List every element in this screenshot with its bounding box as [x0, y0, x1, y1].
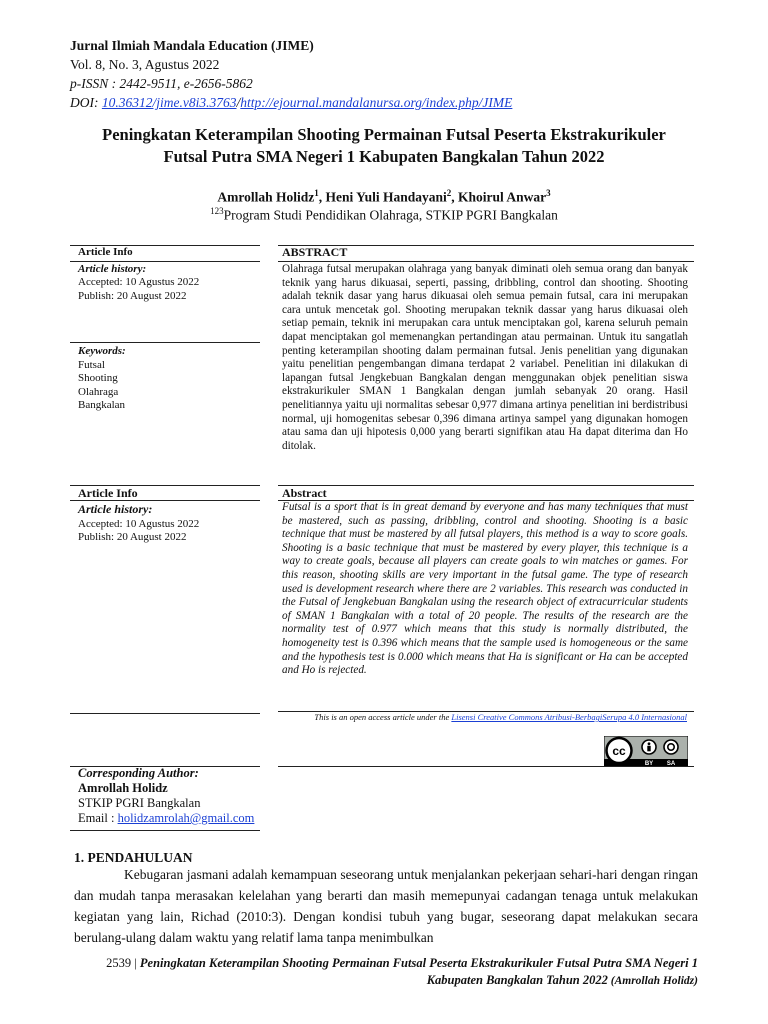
- doi-separator: /: [236, 95, 241, 110]
- author-separator: ,: [318, 189, 326, 205]
- article-info-heading: Article Info: [78, 246, 133, 258]
- corresponding-heading: Corresponding Author:: [78, 766, 199, 780]
- abstract-id-heading: ABSTRACT: [282, 245, 348, 259]
- author-1: Amrollah Holidz: [217, 189, 315, 205]
- journal-header: [70, 36, 512, 112]
- journal-doi-line: [70, 93, 512, 112]
- abstract-en-heading: Abstract: [282, 486, 327, 500]
- rule-abstract-end-left: [70, 713, 260, 714]
- rule-history-left: [70, 342, 260, 343]
- footer-title: Peningkatan Keterampilan Shooting Permainan Futsal Peserta Ekstrakurikuler Futsal Putra SMA Negeri 1 Kabupaten Bangkalan Tahun 2022: [139, 956, 698, 987]
- rule-heading-right: [278, 261, 694, 262]
- by-icon-body: [647, 746, 650, 752]
- keyword-item: Futsal: [78, 359, 105, 371]
- by-icon-head: [648, 742, 651, 745]
- sa-label: SA: [666, 761, 676, 766]
- keyword-item: Olahraga: [78, 386, 119, 398]
- cc-icon-text: cc: [612, 744, 626, 758]
- corresponding-email-line: [78, 811, 254, 826]
- keyword-item: Shooting: [78, 372, 118, 384]
- journal-url-link[interactable]: http://ejournal.mandalanursa.org/index.php/JIME: [240, 95, 513, 110]
- email-link[interactable]: holidzamrolah@gmail.com: [117, 811, 255, 825]
- abstract-id-text: Olahraga futsal merupakan olahraga yang banyak diminati oleh semua orang dan banyak teknik yang harus dikuasai, seperti, passing, dribbling, control dan shooting. Shooting adalah teknik dasar yang harus dikuasai oleh semua pemain futsal, cara ini merupakan cara untuk mencetak gol. Shooting merupakan teknik dassar yang harus dikuasai oleh setiap pemain, teknik ini merupakan cara untuk menciptakan gol, karena seluruh pemain dapat menciptakan gol memenangkan pertandingan atau permainan. Untuk itu sangatlah penting keterampilan shooting dalam permainan futsal. Jenis penelitian yang digunakan yaitu penelitian pengembangan dimana terdapat 2 variabel. Penelitian ini dilakukan di lapangan futsal Jengkebuan Bangkalan dengan menggunakan objek penelitian siswa ekstrakurikuler SMAN 1 Bangkalan dengan jumlah sebanyak 20 orang. Hasil penelitiannya yaitu uji normalitas sebesar 0,977 dimana artinya penelitian ini berdistribusi normal, uji homogenitas sebesar 0,396 dimana artinya sampel yang digunakan homogen atau sama dan uji hipotesis 0,000 yang berarti signifikan atau Ha dapat diterima dan Ho ditolak.: [282, 263, 688, 452]
- author-3: Khoirul Anwar: [458, 189, 547, 205]
- section-heading: 1. PENDAHULUAN: [74, 850, 193, 865]
- affiliation-text: Program Studi Pendidikan Olahraga, STKIP PGRI Bangkalan: [223, 207, 558, 223]
- journal-issn: p-ISSN : 2442-9511, e-2656-5862: [70, 76, 253, 91]
- rule-mid-right: [278, 485, 694, 486]
- license-notice: [282, 712, 687, 723]
- article-info-heading-en: Article Info: [78, 486, 138, 500]
- rule-corresponding-end: [70, 830, 260, 831]
- page-footer: [80, 955, 698, 990]
- footer-author: (Amrollah Holidz): [607, 975, 698, 987]
- license-prefix: This is an open access article under the: [314, 712, 452, 722]
- keywords-label: Keywords:: [78, 345, 126, 357]
- corresponding-author: [78, 766, 254, 826]
- journal-name: Jurnal Ilmiah Mandala Education (JIME): [70, 38, 314, 53]
- author-3-sup: 3: [546, 188, 551, 198]
- author-1-sup: 1: [314, 188, 319, 198]
- publish-date-en: Publish: 20 August 2022: [78, 531, 187, 543]
- doi-prefix: DOI:: [70, 95, 102, 110]
- author-separator: ,: [451, 189, 459, 205]
- section-paragraph: Kebugaran jasmani adalah kemampuan seseorang untuk menjalankan pekerjaan sehari-hari dengan ringan dan mudah tanpa merasakan kelelahan yang berarti dan masih memepunyai cadangan tenaga untuk melakukan kegiatan yang lain, Richad (2010:3). Dengan kondisi tubuh yang bugar, seseorang dapat melakukan secara berulang-ulang dalam waktu yang relatif lama tanpa menimbulkan: [74, 867, 698, 945]
- author-2-sup: 2: [446, 188, 452, 198]
- article-title-line-1: Peningkatan Keterampilan Shooting Permainan Futsal Peserta Ekstrakurikuler: [102, 125, 666, 144]
- accepted-date: Accepted: 10 Agustus 2022: [78, 276, 200, 288]
- journal-volume: Vol. 8, No. 3, Agustus 2022: [70, 57, 220, 72]
- rule-bottom-right: [278, 766, 694, 767]
- abstract-en-text: Futsal is a sport that is in great demand by everyone and has many techniques that must be mastered, such as passing, dribbling, control and shooting. Shooting is a basic technique that must be mastered by all futsal players, this method is a way to score goals. Shooting is a basic technique that must be mastered by every player, this technique is a way to create goals, because all players can create goals to win matches or games. For this reason, shooting skills are very important in the futsal game. The type of research used is development research where there are 2 variables. This research was conducted in the Futsal of Jengkebuan Bangkalan using the research object of extracurricular students of SMAN 1 Bangkalan with a total of 20 people. The results of the research are the normality test of 0.977 which means that this study is normally distributed, the homogeneity test is 0.396 which means that the sample used is homogeneous or the same and the hypothesis test is 0.000 which means that Ha is significant or Ha can be accepted and Ho is rejected.: [282, 501, 688, 677]
- accepted-date-en: Accepted: 10 Agustus 2022: [78, 518, 200, 530]
- sa-icon: [664, 740, 678, 754]
- cc-by-sa-badge[interactable]: [604, 736, 688, 766]
- by-label: BY: [644, 761, 654, 766]
- rule-heading-left: [70, 261, 260, 262]
- corresponding-name: Amrollah Holidz: [78, 781, 168, 795]
- publish-date: Publish: 20 August 2022: [78, 290, 187, 302]
- article-title-line-2: Futsal Putra SMA Negeri 1 Kabupaten Bangkalan Tahun 2022: [163, 147, 605, 166]
- page-number: 2539 |: [106, 956, 140, 970]
- affiliation: [40, 206, 728, 224]
- author-list: [40, 188, 728, 206]
- doi-link[interactable]: 10.36312/jime.v8i3.3763: [101, 95, 237, 110]
- corresponding-institution: STKIP PGRI Bangkalan: [78, 796, 201, 810]
- email-label: Email :: [78, 811, 118, 825]
- article-history-label: Article history:: [78, 263, 147, 275]
- affiliation-sup: 123: [210, 206, 224, 216]
- article-title: [40, 124, 728, 168]
- article-history-label-en: Article history:: [78, 502, 153, 516]
- keyword-item: Bangkalan: [78, 399, 126, 411]
- license-link[interactable]: Lisensi Creative Commons Atribusi-BerbagiSerupa 4.0 Internasional: [451, 712, 687, 722]
- author-2: Heni Yuli Handayani: [325, 189, 447, 205]
